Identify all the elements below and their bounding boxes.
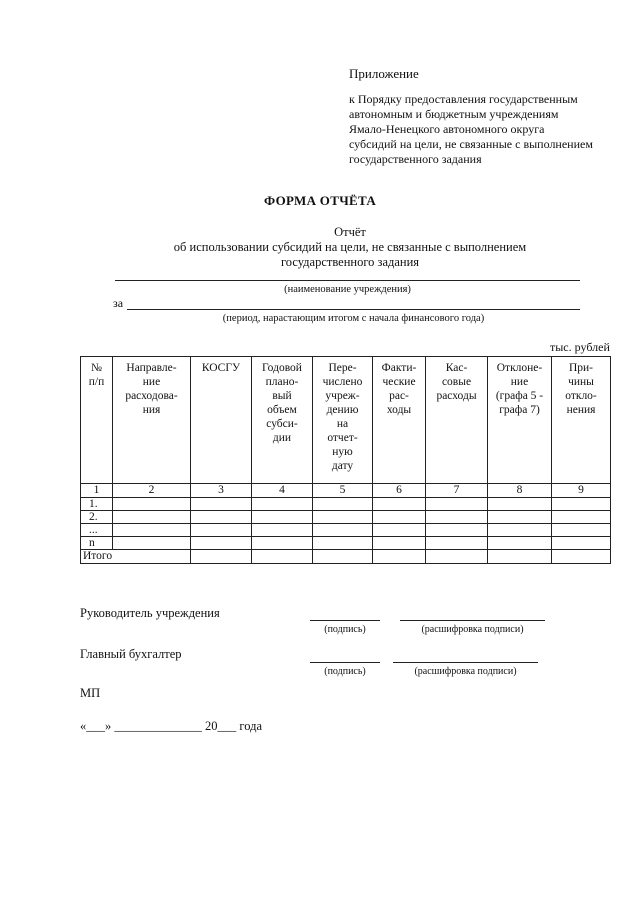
- table-cell[interactable]: [373, 498, 426, 511]
- accountant-signature-line[interactable]: [310, 662, 380, 663]
- column-number: 3: [191, 484, 252, 498]
- form-title: ФОРМА ОТЧЁТА: [263, 193, 377, 208]
- total-label: Итого: [81, 550, 191, 564]
- table-cell[interactable]: [313, 537, 373, 550]
- table-cell[interactable]: [373, 511, 426, 524]
- accountant-signature-label: Главный бухгалтер: [80, 647, 182, 661]
- table-cell[interactable]: [113, 524, 191, 537]
- table-row: [81, 537, 611, 550]
- table-cell[interactable]: [373, 550, 426, 564]
- row-number: 2.: [81, 511, 113, 524]
- report-title: [0, 225, 640, 270]
- head-signature-line[interactable]: [310, 620, 380, 621]
- table-cell[interactable]: [373, 537, 426, 550]
- head-signature-label: Руководитель учреждения: [80, 606, 220, 620]
- table-cell[interactable]: [552, 537, 611, 550]
- report-title-line: государственного задания: [280, 255, 420, 269]
- table-cell[interactable]: [488, 524, 552, 537]
- header-cell: № п/п: [81, 357, 113, 484]
- date-month: ______________: [114, 719, 202, 733]
- table-cell[interactable]: [488, 511, 552, 524]
- date-year: 20___: [205, 719, 237, 733]
- table-cell[interactable]: [252, 524, 313, 537]
- table-cell[interactable]: [191, 550, 252, 564]
- appendix-text: [349, 92, 624, 167]
- column-number: 2: [113, 484, 191, 498]
- appendix-title: Приложение: [349, 66, 419, 81]
- table-cell[interactable]: [191, 498, 252, 511]
- column-number: 8: [488, 484, 552, 498]
- table-cell[interactable]: [191, 511, 252, 524]
- row-number: 1.: [81, 498, 113, 511]
- table-cell[interactable]: [488, 550, 552, 564]
- column-number: 6: [373, 484, 426, 498]
- header-cell: КОСГУ: [191, 357, 252, 484]
- header-cell: Годовой плано- вый объем субси- дии: [252, 357, 313, 484]
- date-year-word: года: [239, 719, 262, 733]
- table-cell[interactable]: [113, 511, 191, 524]
- table-cell[interactable]: [313, 550, 373, 564]
- table-cell[interactable]: [191, 524, 252, 537]
- header-cell: Пере- числено учреж- дению на отчет- ную дату: [313, 357, 373, 484]
- header-row: [81, 357, 611, 484]
- appendix-line: субсидий на цели, не связанные с выполнением: [349, 137, 593, 151]
- table-cell[interactable]: [426, 524, 488, 537]
- table-cell[interactable]: [113, 498, 191, 511]
- period-caption: (период, нарастающим итогом с начала финансового года): [222, 313, 485, 324]
- table-row: [81, 511, 611, 524]
- total-row: [81, 550, 611, 564]
- table-cell[interactable]: [191, 537, 252, 550]
- table-cell[interactable]: [552, 498, 611, 511]
- header-cell: При- чины откло- нения: [552, 357, 611, 484]
- row-number: ...: [81, 524, 113, 537]
- table-cell[interactable]: [252, 550, 313, 564]
- column-number: 4: [252, 484, 313, 498]
- table-cell[interactable]: [488, 498, 552, 511]
- table-cell[interactable]: [552, 511, 611, 524]
- appendix-line: государственного задания: [349, 152, 482, 166]
- table-cell[interactable]: [373, 524, 426, 537]
- report-title-line: Отчёт: [334, 225, 366, 239]
- appendix-line: Ямало-Ненецкого автономного округа: [349, 122, 545, 136]
- head-decode-line[interactable]: [400, 620, 545, 621]
- header-cell: Направле- ние расходова- ния: [113, 357, 191, 484]
- institution-line: [115, 280, 580, 281]
- column-number: 5: [313, 484, 373, 498]
- report-title-line: об использовании субсидий на цели, не связанные с выполнением: [173, 240, 527, 254]
- table-cell[interactable]: [426, 550, 488, 564]
- header-cell: Отклоне- ние (графа 5 - графа 7): [488, 357, 552, 484]
- row-number: n: [81, 537, 113, 550]
- appendix-line: автономным и бюджетным учреждениям: [349, 107, 559, 121]
- table-cell[interactable]: [313, 524, 373, 537]
- column-number: 9: [552, 484, 611, 498]
- appendix-line: к Порядку предоставления государственным: [349, 92, 578, 106]
- header-cell: Кас- совые расходы: [426, 357, 488, 484]
- accountant-decode-caption: (расшифровка подписи): [414, 666, 517, 677]
- column-number: 7: [426, 484, 488, 498]
- stamp-label: МП: [80, 686, 101, 700]
- table-cell[interactable]: [426, 511, 488, 524]
- institution-caption: (наименование учреждения): [284, 284, 411, 295]
- header-cell: Факти- ческие рас- ходы: [373, 357, 426, 484]
- table-cell[interactable]: [252, 537, 313, 550]
- table-cell[interactable]: [252, 498, 313, 511]
- units-label: тыс. рублей: [550, 340, 610, 354]
- column-number-row: [81, 484, 611, 498]
- date-day: «___»: [80, 719, 112, 733]
- table-cell[interactable]: [313, 511, 373, 524]
- table-cell[interactable]: [552, 524, 611, 537]
- table-cell[interactable]: [113, 537, 191, 550]
- head-signature-caption: (подпись): [324, 624, 366, 635]
- head-decode-caption: (расшифровка подписи): [421, 624, 524, 635]
- table-cell[interactable]: [426, 537, 488, 550]
- table-cell[interactable]: [552, 550, 611, 564]
- accountant-signature-caption: (подпись): [324, 666, 366, 677]
- table-cell[interactable]: [426, 498, 488, 511]
- table-row: [81, 498, 611, 511]
- report-table: [80, 356, 611, 564]
- accountant-decode-line[interactable]: [393, 662, 538, 663]
- table-cell[interactable]: [313, 498, 373, 511]
- period-line: [127, 309, 580, 310]
- column-number: 1: [81, 484, 113, 498]
- table-row: [81, 524, 611, 537]
- table-cell[interactable]: [488, 537, 552, 550]
- period-prefix: за: [113, 296, 124, 310]
- table-cell[interactable]: [252, 511, 313, 524]
- date-line[interactable]: [80, 719, 262, 734]
